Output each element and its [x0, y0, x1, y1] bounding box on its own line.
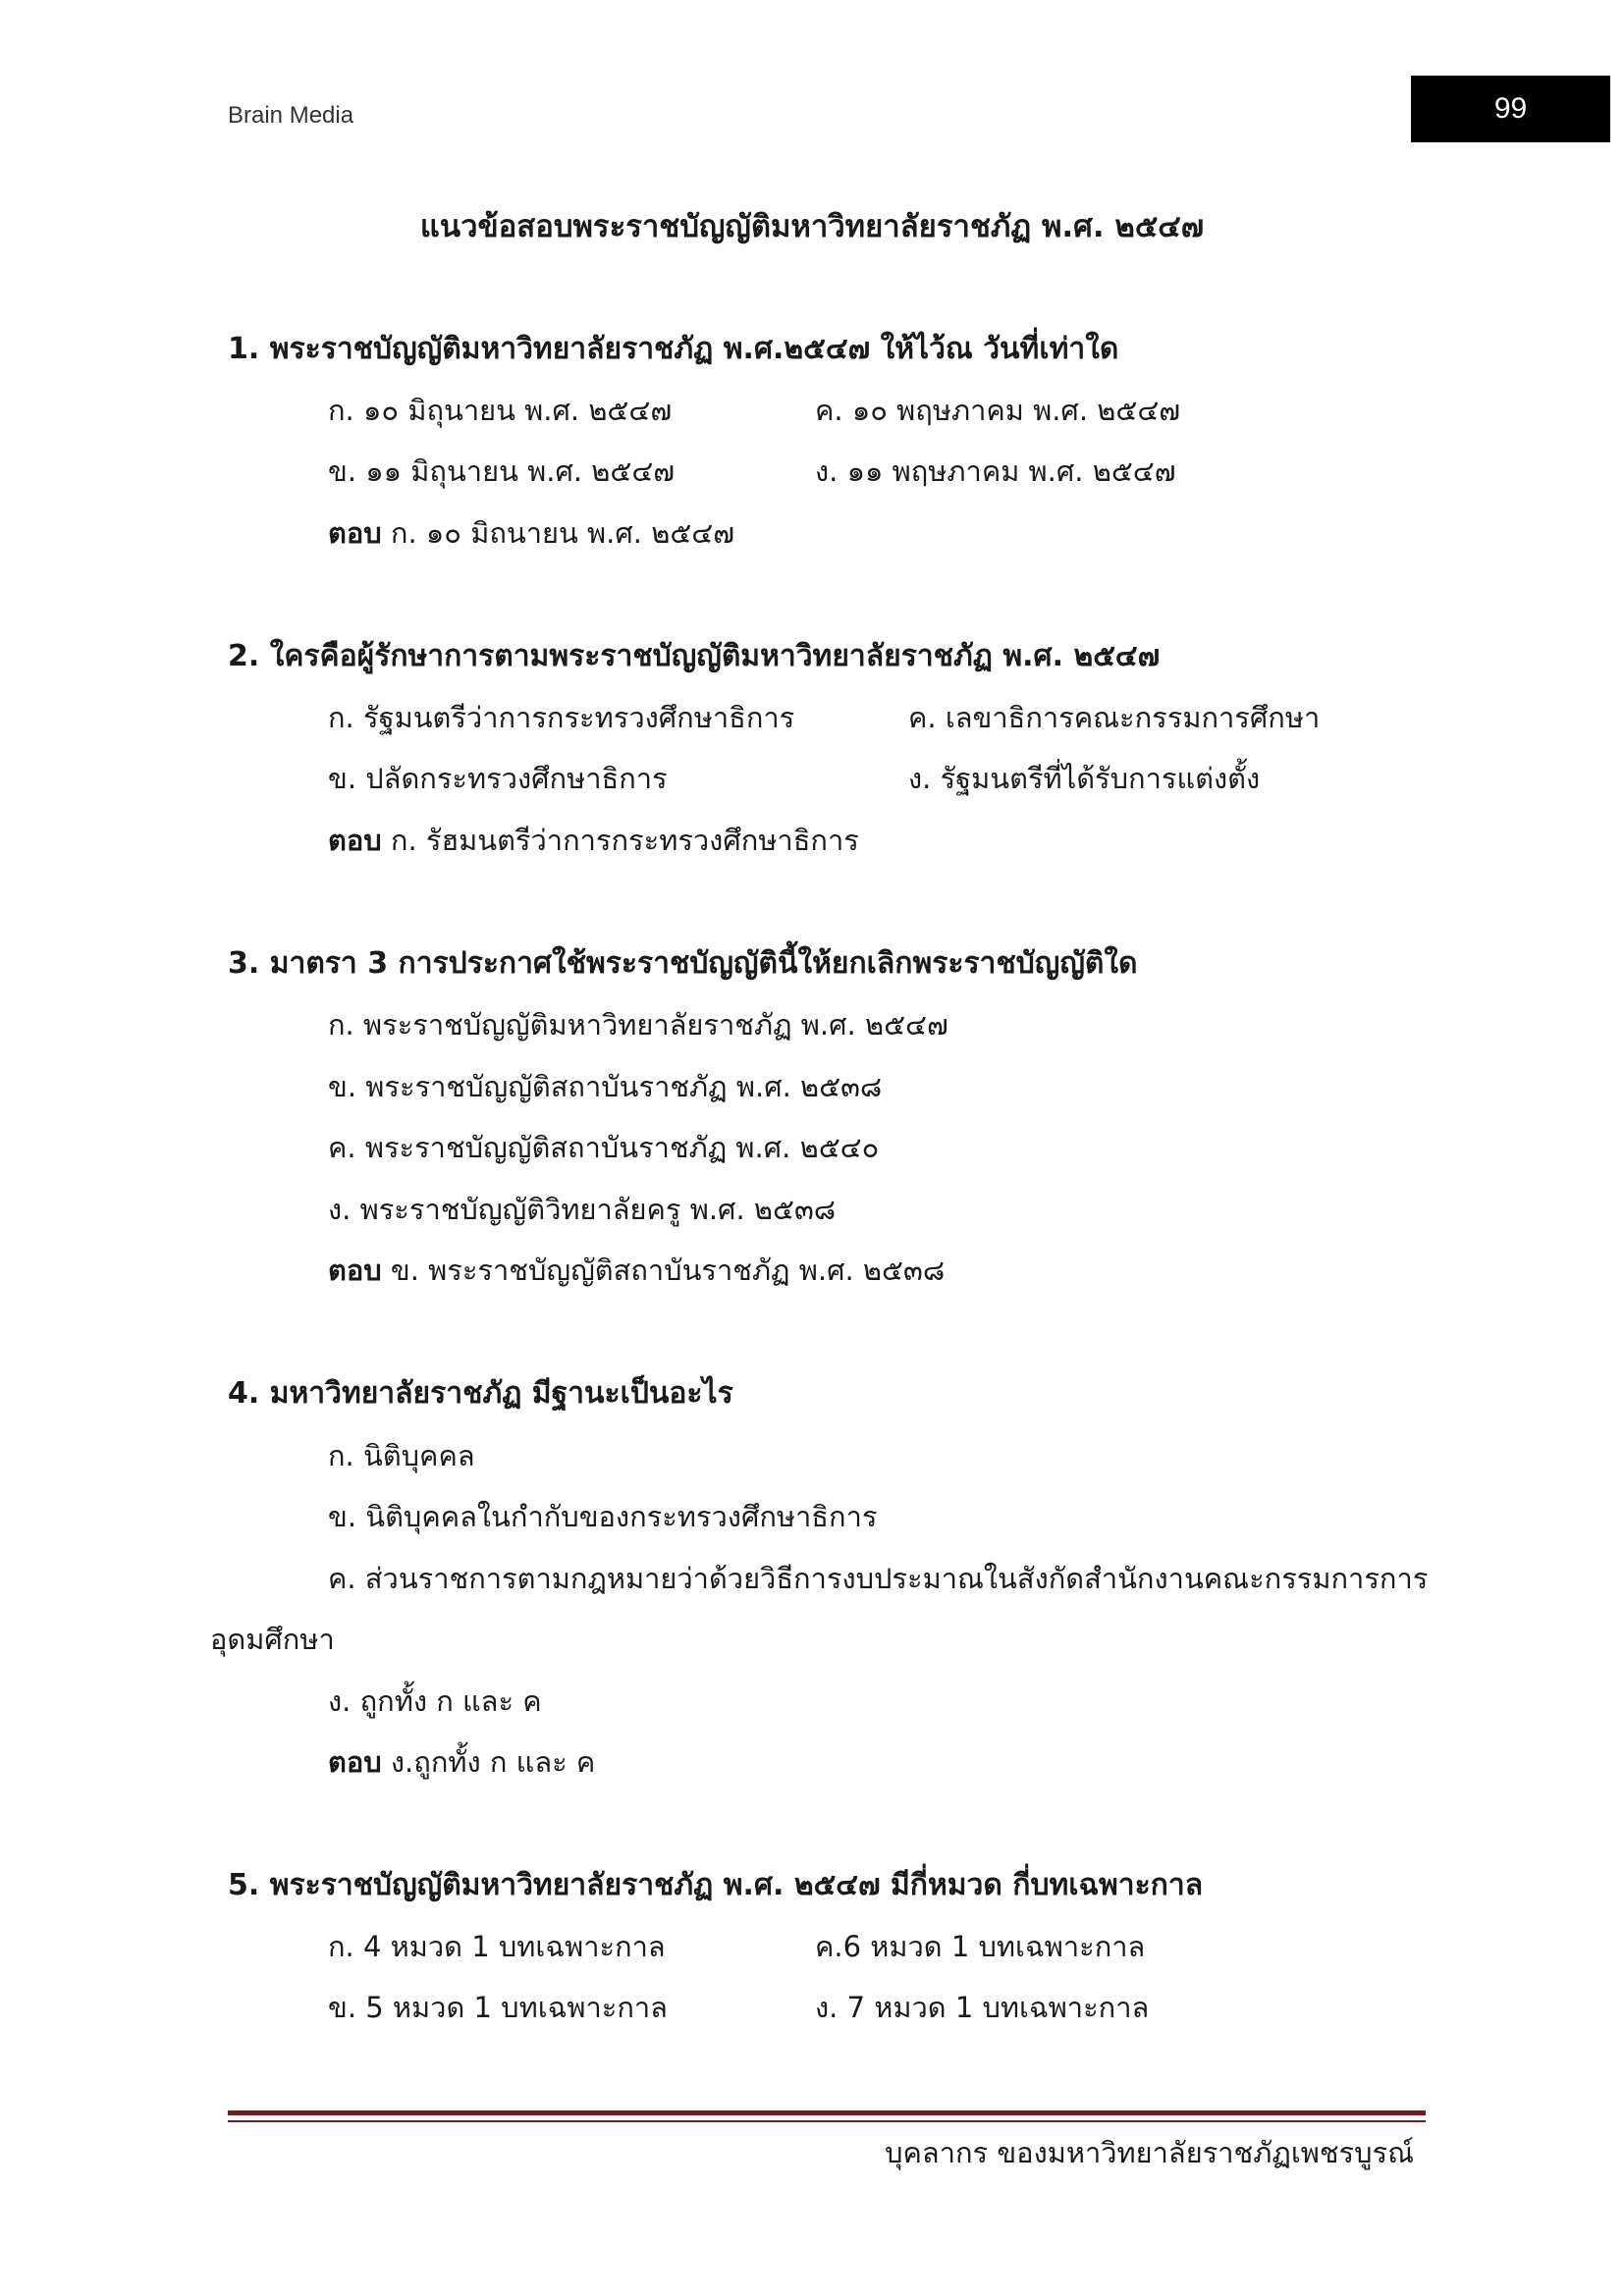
page-number: 99	[1411, 76, 1610, 142]
q4-option-d: ง. ถูกทั้ง ก และ ค	[328, 1684, 542, 1718]
q5-option-c: ค.6 หมวด 1 บทเฉพาะกาล	[815, 1930, 1146, 1963]
footer-rule-thin	[228, 2120, 1426, 2122]
q2-answer	[328, 818, 859, 863]
q3-option-d: ง. พระราชบัญญัติวิทยาลัยครู พ.ศ. ๒๕๓๘	[328, 1193, 837, 1226]
answer-text: ง.ถูกทั้ง ก และ ค	[390, 1745, 596, 1779]
q1-option-c: ค. ๑๐ พฤษภาคม พ.ศ. ๒๕๔๗	[815, 394, 1181, 427]
answer-label: ตอบ	[328, 516, 382, 550]
answer-label: ตอบ	[328, 1254, 382, 1287]
q5-option-a: ก. 4 หมวด 1 บทเฉพาะกาล	[328, 1930, 666, 1963]
brand-name: Brain Media	[228, 102, 354, 129]
q5-option-b: ข. 5 หมวด 1 บทเฉพาะกาล	[328, 1991, 668, 2024]
question-5: 5. พระราชบัญญัติมหาวิทยาลัยราชภัฏ พ.ศ. ๒๕๔๗ มีกี่หมวด กี่บทเฉพาะกาล	[228, 1868, 1204, 1902]
q1-option-b: ข. ๑๑ มิถุนายน พ.ศ. ๒๕๔๗	[328, 454, 676, 488]
q3-option-a: ก. พระราชบัญญัติมหาวิทยาลัยราชภัฏ พ.ศ. ๒๕๔๗	[328, 1008, 948, 1041]
q4-option-c: ค. ส่วนราชการตามกฎหมายว่าด้วยวิธีการงบประมาณในสังกัดสำนักงานคณะกรรมการการ	[328, 1562, 1429, 1595]
answer-label: ตอบ	[328, 824, 382, 857]
page-title: แนวข้อสอบพระราชบัญญัติมหาวิทยาลัยราชภัฏ พ.ศ. ๒๕๔๗	[419, 209, 1205, 244]
q2-option-d: ง. รัฐมนตรีที่ได้รับการแต่งตั้ง	[908, 762, 1261, 795]
q4-option-a: ก. นิติบุคคล	[328, 1439, 475, 1472]
q4-answer	[328, 1739, 595, 1785]
answer-label: ตอบ	[328, 1745, 382, 1779]
q4-option-b: ข. นิติบุคคลในกำกับของกระทรวงศึกษาธิการ	[328, 1500, 878, 1533]
q2-option-b: ข. ปลัดกระทรวงศึกษาธิการ	[328, 762, 668, 795]
q2-option-c: ค. เลขาธิการคณะกรรมการศึกษา	[908, 701, 1321, 734]
question-3: 3. มาตรา 3 การประกาศใช้พระราชบัญญัตินี้ให้ยกเลิกพระราชบัญญัติใด	[228, 946, 1138, 981]
q2-option-a: ก. รัฐมนตรีว่าการกระทรวงศึกษาธิการ	[328, 701, 795, 734]
question-4: 4. มหาวิทยาลัยราชภัฏ มีฐานะเป็นอะไร	[228, 1376, 733, 1411]
q1-answer	[328, 510, 734, 556]
q4-option-c-continued: อุดมศึกษา	[210, 1623, 335, 1656]
question-2: 2. ใครคือผู้รักษาการตามพระราชบัญญัติมหาวิทยาลัยราชภัฏ พ.ศ. ๒๕๔๗	[228, 639, 1161, 673]
q3-option-c: ค. พระราชบัญญัติสถาบันราชภัฏ พ.ศ. ๒๕๔๐	[328, 1131, 880, 1164]
answer-text: ก. รัฮมนตรีว่าการกระทรวงศึกษาธิการ	[390, 824, 859, 857]
footer-text: บุคลากร ของมหาวิทยาลัยราชภัฏเพชรบูรณ์	[885, 2136, 1414, 2169]
question-1: 1. พระราชบัญญัติมหาวิทยาลัยราชภัฏ พ.ศ.๒๕๔๗ ให้ไว้ณ วันที่เท่าใด	[228, 332, 1119, 366]
q3-answer	[328, 1248, 945, 1293]
q1-option-d: ง. ๑๑ พฤษภาคม พ.ศ. ๒๕๔๗	[815, 454, 1176, 488]
answer-text: ก. ๑๐ มิถนายน พ.ศ. ๒๕๔๗	[390, 516, 735, 550]
footer-rule	[228, 2110, 1426, 2115]
q5-option-d: ง. 7 หมวด 1 บทเฉพาะกาล	[815, 1991, 1150, 2024]
q1-option-a: ก. ๑๐ มิถุนายน พ.ศ. ๒๕๔๗	[328, 394, 673, 427]
answer-text: ข. พระราชบัญญัติสถาบันราชภัฏ พ.ศ. ๒๕๓๘	[390, 1254, 946, 1287]
q3-option-b: ข. พระราชบัญญัติสถาบันราชภัฏ พ.ศ. ๒๕๓๘	[328, 1070, 883, 1103]
